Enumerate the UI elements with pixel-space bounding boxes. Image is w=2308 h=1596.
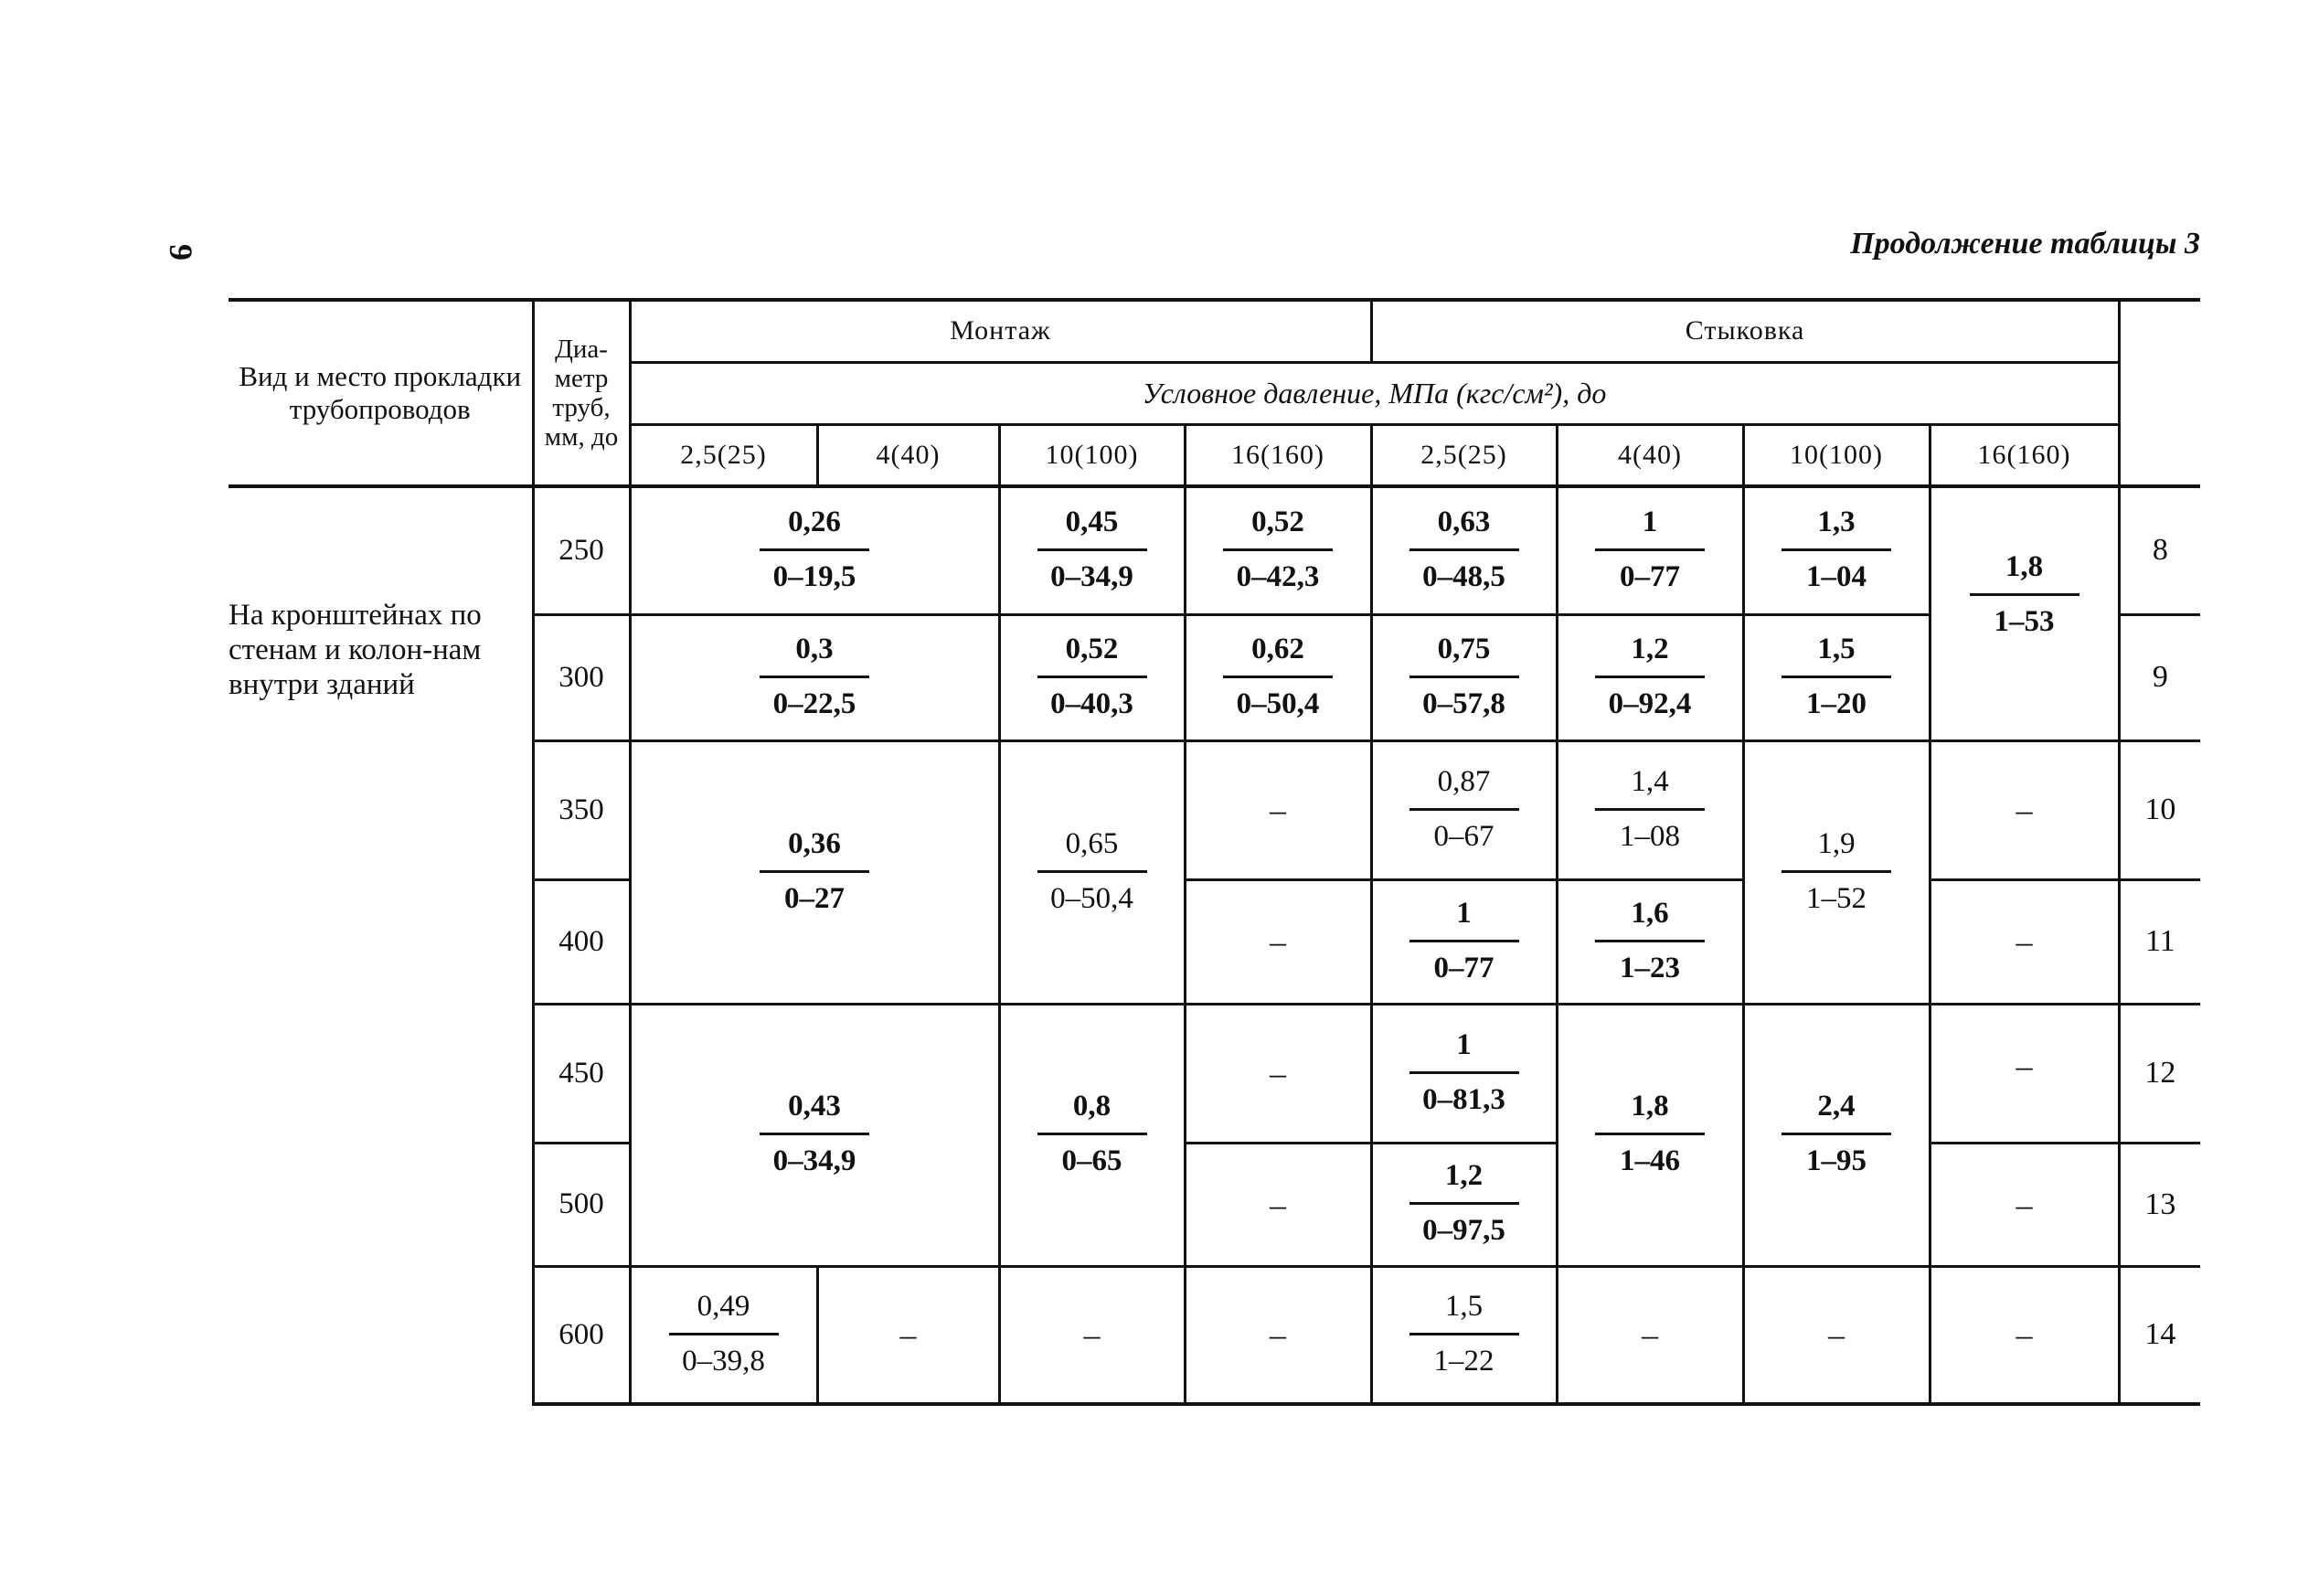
location-label: На кронштейнах по стенам и колон-нам внутри зданий (229, 599, 482, 701)
cell-300-m3: $\frac{0,52}{0-40,3}$ (999, 614, 1185, 740)
cell-400-m4: – (1185, 879, 1371, 1004)
cell-450-m3: $\frac{0,8}{0-65}$ (999, 1004, 1185, 1266)
cell-250-m1: $\frac{0,26}{0-19,5}$ (630, 486, 999, 614)
cell-600-s1: $\frac{1,5}{1-22}$ (1371, 1266, 1557, 1404)
pressure-table (229, 298, 2200, 1406)
cell-300-m4: $\frac{0,62}{0-50,4}$ (1185, 614, 1371, 740)
cell-250-s2: $\frac{1}{0-77}$ (1557, 486, 1743, 614)
cell-300-s3: $\frac{1,5}{1-20}$ (1743, 614, 1930, 740)
cell-350-s1: $\frac{0,87}{0-67}$ (1371, 740, 1557, 879)
row-number-13: 13 (2119, 1143, 2200, 1266)
header-pressure-m1: 2,5(25) (630, 424, 817, 486)
header-pressure-s1: 2,5(25) (1371, 424, 1557, 486)
cell-400-s1: $\frac{1}{0-77}$ (1371, 879, 1557, 1004)
diameter-300: 300 (533, 614, 630, 740)
cell-250-s3: $\frac{1,3}{1-04}$ (1743, 486, 1930, 614)
header-blank (2119, 300, 2200, 486)
cell-600-s3: – (1743, 1266, 1930, 1404)
cell-250-s1: $\frac{0,63}{0-48,5}$ (1371, 486, 1557, 614)
cell-600-m3: – (999, 1266, 1185, 1404)
cell-450-s3: $\frac{2,4}{1-95}$ (1743, 1004, 1930, 1266)
cell-250-s4: $\frac{1,8}{1-53}$ (1930, 486, 2119, 740)
row-number-12: 12 (2119, 1004, 2200, 1143)
cell-500-m4: – (1185, 1143, 1371, 1266)
cell-450-s4: – (1930, 1004, 2119, 1143)
header-stykovka: Стыковка (1371, 300, 2119, 362)
row-number-9: 9 (2119, 614, 2200, 740)
cell-250-m4: $\frac{0,52}{0-42,3}$ (1185, 486, 1371, 614)
header-type-location: Вид и место прокладки трубопроводов (229, 300, 533, 486)
header-pressure-s2: 4(40) (1557, 424, 1743, 486)
cell-450-m1: $\frac{0,43}{0-34,9}$ (630, 1004, 999, 1266)
cell-500-s1: $\frac{1,2}{0-97,5}$ (1371, 1143, 1557, 1266)
cell-350-m4: – (1185, 740, 1371, 879)
header-pressure: Условное давление, МПа (кгс/см²), до (630, 362, 2119, 424)
diameter-250: 250 (533, 486, 630, 614)
diameter-400: 400 (533, 879, 630, 1004)
page-number: 9 (163, 244, 199, 261)
cell-600-s4: – (1930, 1266, 2119, 1404)
cell-300-s1: $\frac{0,75}{0-57,8}$ (1371, 614, 1557, 740)
cell-350-m3: $\frac{0,65}{0-50,4}$ (999, 740, 1185, 1004)
diameter-600: 600 (533, 1266, 630, 1404)
cell-350-s4: – (1930, 740, 2119, 879)
cell-600-m2: – (817, 1266, 999, 1404)
cell-450-s2: $\frac{1,8}{1-46}$ (1557, 1004, 1743, 1266)
row-number-8: 8 (2119, 486, 2200, 614)
cell-600-s2: – (1557, 1266, 1743, 1404)
cell-350-s2: $\frac{1,4}{1-08}$ (1557, 740, 1743, 879)
header-pressure-m4: 16(160) (1185, 424, 1371, 486)
location-blank (229, 740, 533, 1404)
header-diameter: Диа-метр труб, мм, до (533, 300, 630, 486)
cell-450-s1: $\frac{1}{0-81,3}$ (1371, 1004, 1557, 1143)
header-montazh: Монтаж (630, 300, 1371, 362)
row-number-14: 14 (2119, 1266, 2200, 1404)
cell-250-m3: $\frac{0,45}{0-34,9}$ (999, 486, 1185, 614)
cell-450-m4: – (1185, 1004, 1371, 1143)
cell-500-s4: – (1930, 1143, 2119, 1266)
header-pressure-m2: 4(40) (817, 424, 999, 486)
cell-600-m4: – (1185, 1266, 1371, 1404)
cell-300-s2: $\frac{1,2}{0-92,4}$ (1557, 614, 1743, 740)
cell-300-m1: $\frac{0,3}{0-22,5}$ (630, 614, 999, 740)
diameter-350: 350 (533, 740, 630, 879)
row-number-10: 10 (2119, 740, 2200, 879)
cell-400-s4: – (1930, 879, 2119, 1004)
diameter-500: 500 (533, 1143, 630, 1266)
cell-350-s3: $\frac{1,9}{1-52}$ (1743, 740, 1930, 1004)
row-label-location (229, 486, 533, 740)
row-number-11: 11 (2119, 879, 2200, 1004)
cell-600-m1: $\frac{0,49}{0-39,8}$ (630, 1266, 817, 1404)
table-caption: Продолжение таблицы 3 (1850, 227, 2200, 261)
header-pressure-s4: 16(160) (1930, 424, 2119, 486)
diameter-450: 450 (533, 1004, 630, 1143)
header-pressure-s3: 10(100) (1743, 424, 1930, 486)
cell-400-s2: $\frac{1,6}{1-23}$ (1557, 879, 1743, 1004)
cell-350-m1: $\frac{0,36}{0-27}$ (630, 740, 999, 1004)
header-pressure-m3: 10(100) (999, 424, 1185, 486)
